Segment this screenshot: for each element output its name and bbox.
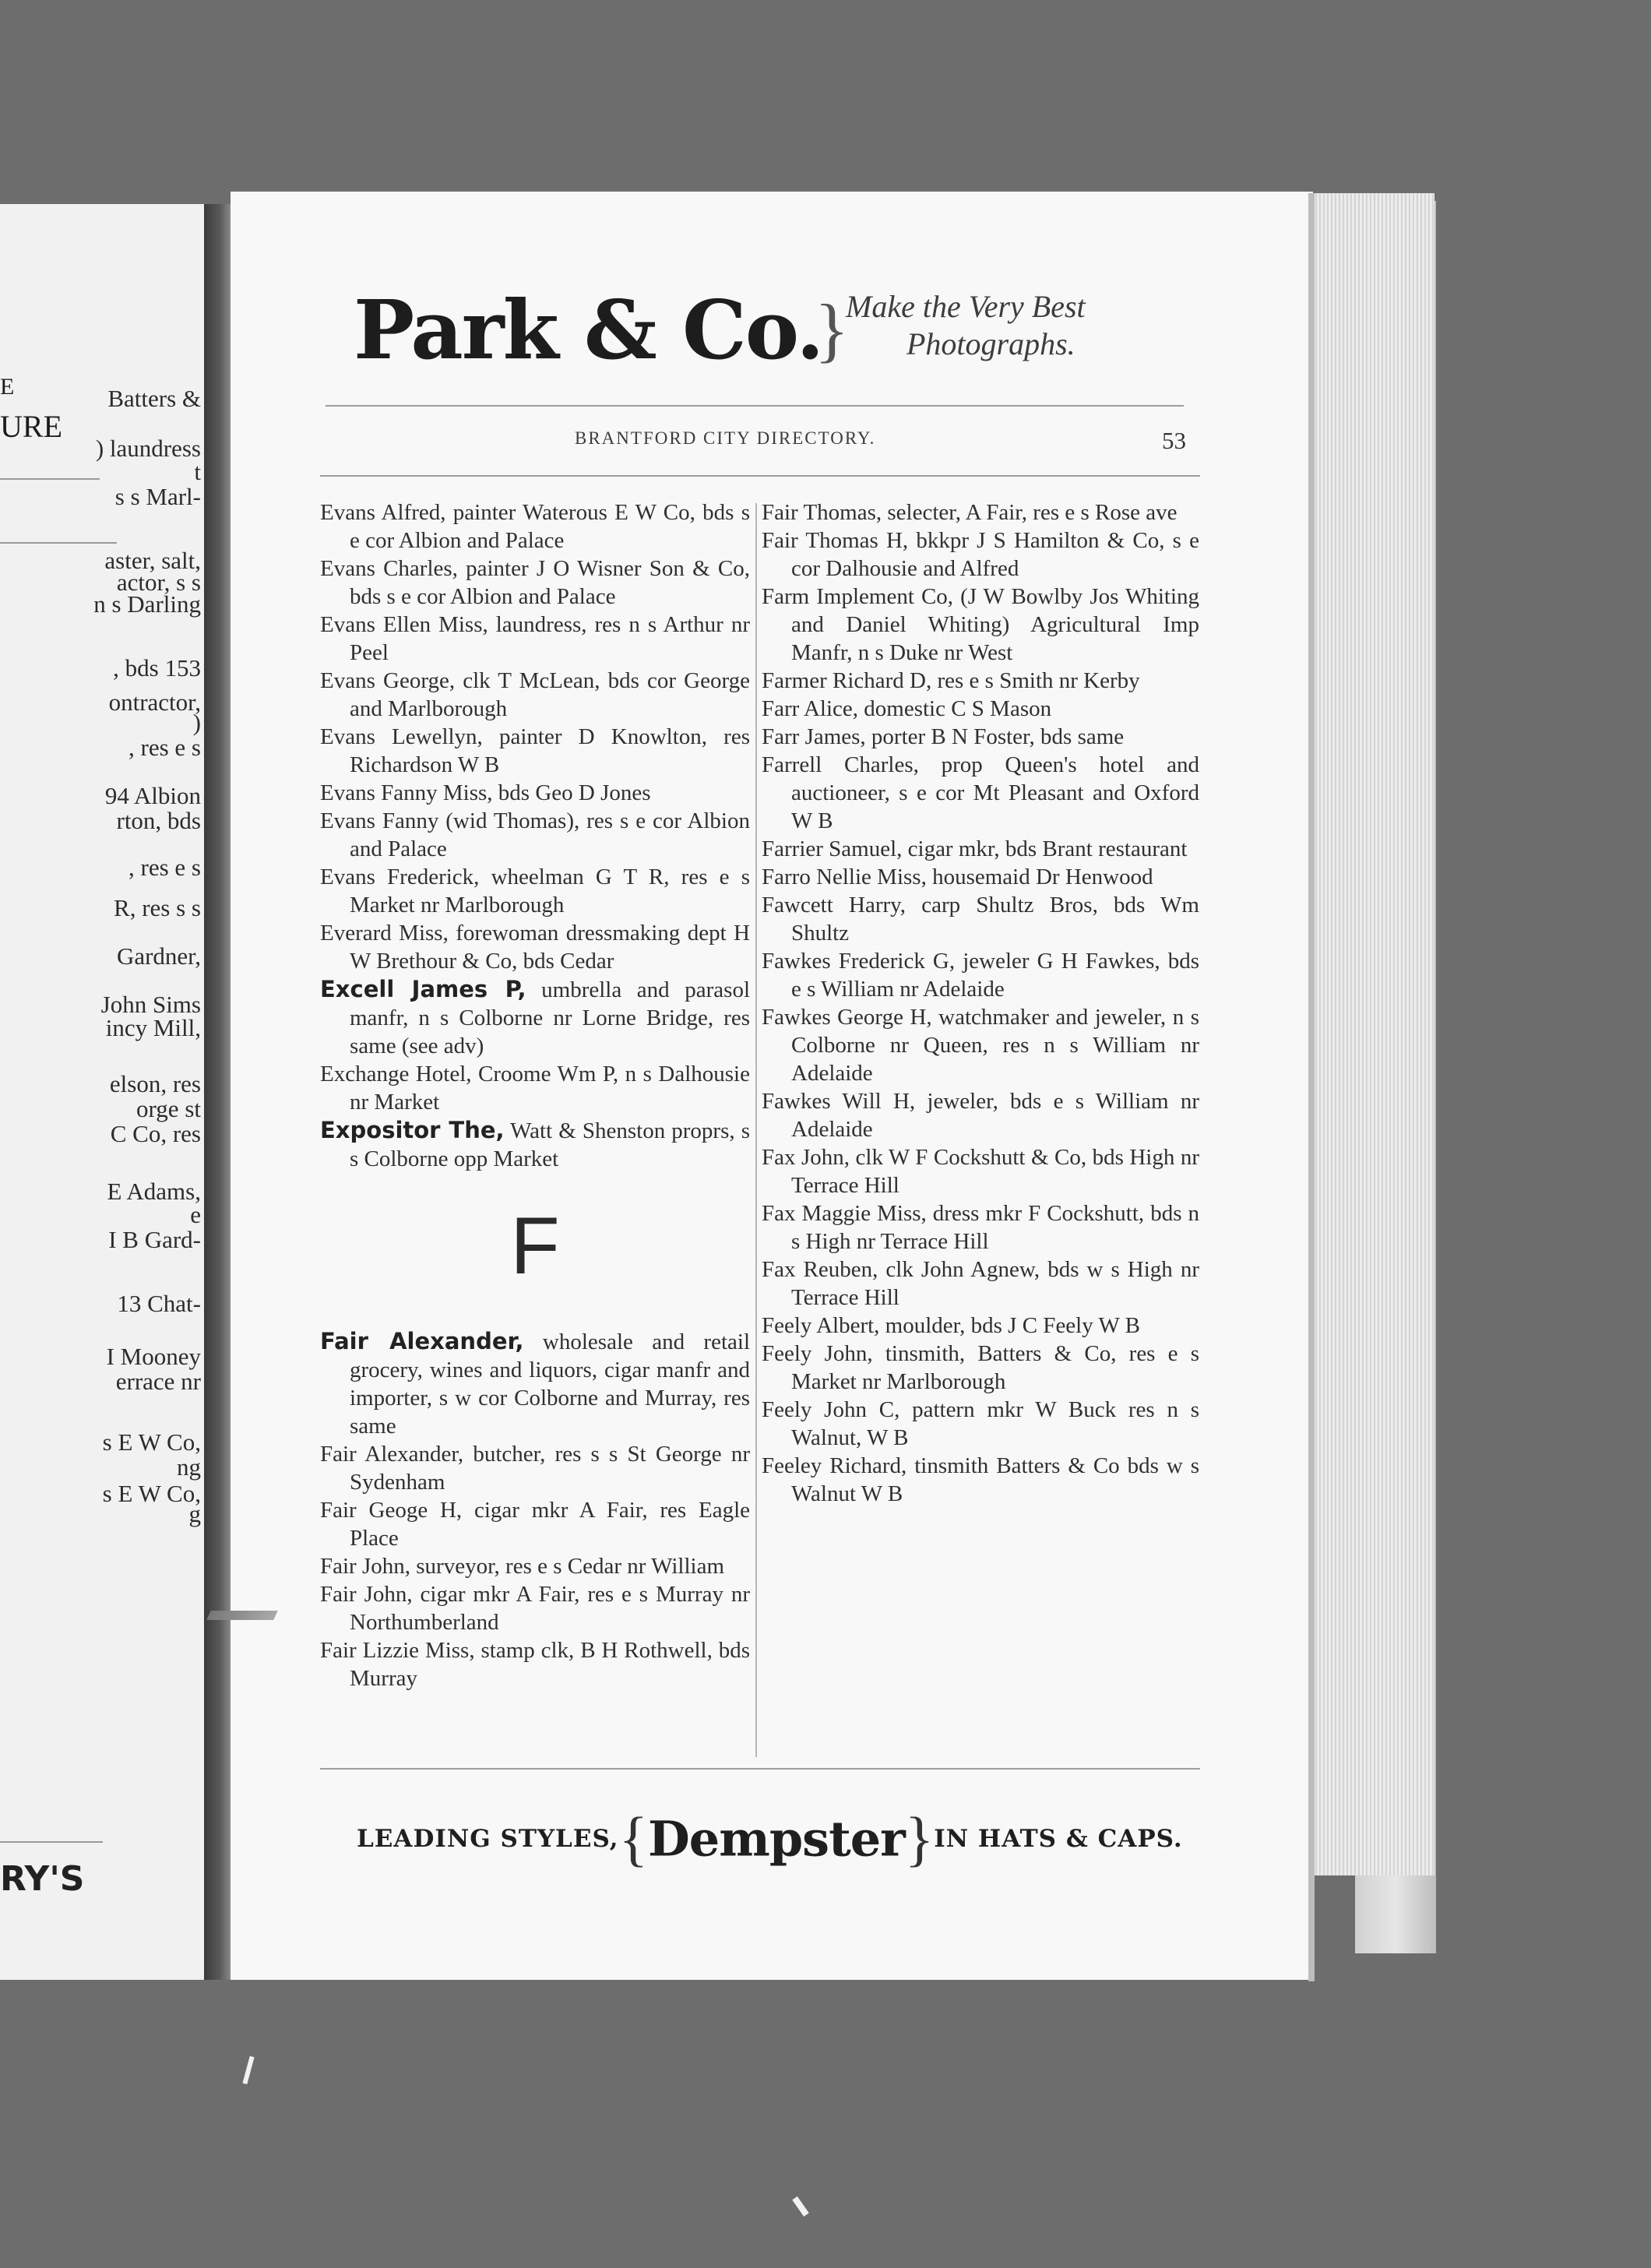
left-page-line: , res e s [128, 734, 201, 761]
left-page-line: ) laundress [95, 435, 201, 462]
column-divider [755, 503, 757, 1757]
directory-entry [320, 807, 750, 863]
left-page-line: actor, s s [116, 569, 201, 596]
entry-text: Fawcett Harry, carp Shultz Bros, bds Wm Shultz [762, 893, 1199, 946]
left-page-line: incy Mill, [105, 1014, 201, 1041]
left-page-line: errace nr [115, 1368, 201, 1395]
left-page-line: s s Marl- [114, 483, 201, 510]
left-page-line: e [190, 1201, 201, 1228]
left-page-line: I B Gard- [108, 1226, 201, 1253]
directory-entry [762, 1143, 1199, 1199]
left-page-line: , bds 153 [113, 654, 201, 681]
left-page-rule [0, 1841, 103, 1843]
left-page-line: C Co, res [110, 1120, 201, 1147]
entry-text: Evans Frederick, wheelman G T R, res e s Market nr Marlborough [320, 865, 750, 917]
entry-text: Exchange Hotel, Croome Wm P, n s Dalhousie nr Market [320, 1062, 750, 1115]
scan-speck [242, 2056, 254, 2084]
entry-text: Feely John C, pattern mkr W Buck res n s Walnut, W B [762, 1397, 1199, 1450]
directory-entry [762, 863, 1199, 891]
left-page-header-letter: E [0, 374, 15, 400]
left-column-entries [320, 498, 750, 1173]
directory-entry [762, 1087, 1199, 1143]
directory-entry [320, 975, 750, 1060]
directory-entry [320, 919, 750, 975]
directory-entry [320, 863, 750, 919]
left-page-line: elson, res [109, 1070, 201, 1097]
left-page-header-word: URE [0, 409, 62, 444]
page-number: 53 [1162, 427, 1186, 454]
entry-text: Feeley Richard, tinsmith Batters & Co bds w s Walnut W B [762, 1453, 1199, 1506]
right-column-entries [762, 498, 1199, 1508]
left-page-line: R, res s s [114, 894, 201, 921]
footer-advertisement [357, 1804, 1213, 1874]
left-page-line: t [194, 458, 201, 485]
footer-ad-brace-right: } [904, 1805, 935, 1872]
left-page-line: John Sims [100, 991, 201, 1018]
directory-entry [762, 1003, 1199, 1087]
page-edge [1313, 193, 1435, 1875]
directory-entry [762, 667, 1199, 695]
left-page-line: Batters & [107, 385, 201, 412]
directory-entry [320, 779, 750, 807]
left-page-line: , res e s [128, 854, 201, 881]
left-page-line: ontractor, [108, 688, 201, 716]
directory-entry [320, 555, 750, 611]
footer-ad-brand: Dempster [648, 1810, 905, 1868]
directory-entry [320, 1327, 750, 1440]
footer-ad-right-text: IN HATS & CAPS. [934, 1825, 1183, 1853]
entry-bold-name: Fair Alexander, [320, 1328, 524, 1354]
left-page-line: g [188, 1500, 201, 1527]
entry-text: umbrella and parasol manfr, n s Colborne nr Lorne Bridge, res same (see adv) [350, 977, 751, 1058]
entry-text: Fair Thomas, selecter, A Fair, res e s Rose ave [762, 500, 1178, 525]
entry-text: Evans Ellen Miss, laundress, res n s Arthur nr Peel [320, 612, 750, 665]
left-page-rule [0, 542, 117, 544]
directory-entry [320, 723, 750, 779]
directory-entry [762, 1340, 1199, 1396]
left-page-line: aster, salt, [104, 547, 201, 574]
entry-text: Fax Maggie Miss, dress mkr F Cockshutt, bds n s High nr Terrace Hill [762, 1201, 1199, 1254]
banner-brace: } [815, 290, 850, 369]
left-page-line: ) [192, 709, 201, 736]
directory-entry [762, 1452, 1199, 1508]
directory-entry [320, 611, 750, 667]
entry-text: Fair Thomas H, bkkpr J S Hamilton & Co, s e cor Dalhousie and Alfred [762, 528, 1199, 581]
margin-pencil-mark [206, 1611, 278, 1620]
directory-entry [762, 1256, 1199, 1312]
book-spine [204, 204, 231, 1980]
directory-entry [320, 498, 750, 555]
directory-entry [762, 583, 1199, 667]
entry-text: Fax John, clk W F Cockshutt & Co, bds High nr Terrace Hill [762, 1145, 1199, 1198]
section-letter: F [510, 1201, 560, 1291]
entry-text: Feely Albert, moulder, bds J C Feely W B [762, 1313, 1140, 1338]
directory-entry [762, 751, 1199, 835]
entry-text: Fawkes George H, watchmaker and jeweler, n s Colborne nr Queen, res n s William nr Adelaide [762, 1005, 1199, 1086]
directory-entry [762, 723, 1199, 751]
left-page-line: s E W Co, [102, 1480, 201, 1507]
directory-entry [762, 1199, 1199, 1256]
directory-entry [320, 1060, 750, 1116]
left-page-ad-text: RY'S [0, 1859, 85, 1899]
entry-text: Evans Charles, painter J O Wisner Son & Co, bds s e cor Albion and Palace [320, 556, 750, 609]
left-page-line: rton, bds [116, 807, 201, 834]
left-page-line: 94 Albion [104, 782, 201, 809]
directory-entry [762, 835, 1199, 863]
banner-tagline [846, 288, 1181, 363]
entry-bold-name: Expositor The, [320, 1117, 505, 1143]
directory-entry [320, 1116, 750, 1173]
entry-text: Evans Fanny Miss, bds Geo D Jones [320, 780, 651, 805]
entry-text: Farr Alice, domestic C S Mason [762, 696, 1052, 721]
entry-text: Evans Fanny (wid Thomas), res s e cor Albion and Palace [320, 808, 750, 861]
directory-entry [762, 947, 1199, 1003]
banner-tagline-line2: Photographs. [906, 326, 1075, 361]
directory-entry [762, 526, 1199, 583]
entry-text: Everard Miss, forewoman dressmaking dept H W Brethour & Co, bds Cedar [320, 921, 750, 974]
header-rule [326, 405, 1184, 407]
entry-text: Evans Alfred, painter Waterous E W Co, bds s e cor Albion and Palace [320, 500, 750, 553]
left-page-line: s E W Co, [102, 1428, 201, 1456]
directory-entry [320, 1552, 750, 1580]
entry-text: Farrell Charles, prop Queen's hotel and auctioneer, s e cor Mt Pleasant and Oxford W B [762, 752, 1199, 833]
directory-entry [320, 1496, 750, 1552]
directory-entry [762, 1396, 1199, 1452]
entry-text: wholesale and retail grocery, wines and liquors, cigar manfr and importer, s w cor Colborne and Murray, res same [350, 1329, 750, 1439]
directory-entry [762, 695, 1199, 723]
entry-text: Evans Lewellyn, painter D Knowlton, res Richardson W B [320, 724, 750, 777]
entry-text: Evans George, clk T McLean, bds cor George and Marlborough [320, 668, 750, 721]
entry-text: Feely John, tinsmith, Batters & Co, res e s Market nr Marlborough [762, 1341, 1199, 1394]
entry-text: Fair Lizzie Miss, stamp clk, B H Rothwell, bds Murray [320, 1638, 750, 1691]
entry-text: Farm Implement Co, (J W Bowlby Jos Whiting and Daniel Whiting) Agricultural Imp Manfr, n s Duke nr West [762, 584, 1199, 665]
left-page-line: ng [177, 1453, 201, 1481]
footer-ad-brace-left: { [618, 1805, 649, 1872]
entry-text: Farro Nellie Miss, housemaid Dr Henwood [762, 865, 1153, 889]
page-shadow [1308, 193, 1315, 1981]
left-column [320, 498, 750, 1692]
directory-entry [762, 498, 1199, 526]
directory-entry [320, 1440, 750, 1496]
right-column [762, 498, 1199, 1508]
entry-text: Farrier Samuel, cigar mkr, bds Brant restaurant [762, 836, 1188, 861]
scan-speck [792, 2196, 808, 2217]
directory-entry [320, 1580, 750, 1636]
entry-text: Fair Geoge H, cigar mkr A Fair, res Eagle Place [320, 1498, 750, 1551]
running-head-rule [320, 475, 1200, 477]
left-page-line: E Adams, [107, 1178, 201, 1205]
running-head: BRANTFORD CITY DIRECTORY. [575, 428, 876, 448]
footer-rule [320, 1768, 1200, 1770]
directory-entry [320, 667, 750, 723]
left-column-entries-after-letter [320, 1327, 750, 1692]
banner-company-name: Park & Co. [354, 282, 823, 378]
entry-text: Fax Reuben, clk John Agnew, bds w s High nr Terrace Hill [762, 1257, 1199, 1310]
left-page-line: Gardner, [116, 942, 201, 970]
footer-ad-left-text: LEADING STYLES, [357, 1825, 619, 1853]
entry-text: Fair Alexander, butcher, res s s St George nr Sydenham [320, 1442, 750, 1495]
left-facing-page [0, 204, 204, 1980]
entry-text: Fair John, surveyor, res e s Cedar nr William [320, 1554, 725, 1579]
entry-text: Fawkes Frederick G, jeweler G H Fawkes, bds e s William nr Adelaide [762, 949, 1199, 1002]
left-page-line: n s Darling [93, 590, 201, 618]
directory-entry [762, 891, 1199, 947]
banner-tagline-line1: Make the Very Best [846, 289, 1086, 324]
entry-text: Farr James, porter B N Foster, bds same [762, 724, 1125, 749]
entry-bold-name: Excell James P, [320, 976, 526, 1002]
entry-text: Watt & Shenston proprs, s s Colborne opp Market [350, 1118, 750, 1171]
entry-text: Farmer Richard D, res e s Smith nr Kerby [762, 668, 1140, 693]
entry-text: Fawkes Will H, jeweler, bds e s William nr Adelaide [762, 1089, 1199, 1142]
left-page-line: I Mooney [106, 1343, 201, 1370]
directory-entry [762, 1312, 1199, 1340]
entry-text: Fair John, cigar mkr A Fair, res e s Murray nr Northumberland [320, 1582, 750, 1635]
directory-entry [320, 1636, 750, 1692]
left-page-line: orge st [136, 1095, 201, 1122]
left-page-line: 13 Chat- [117, 1290, 201, 1317]
